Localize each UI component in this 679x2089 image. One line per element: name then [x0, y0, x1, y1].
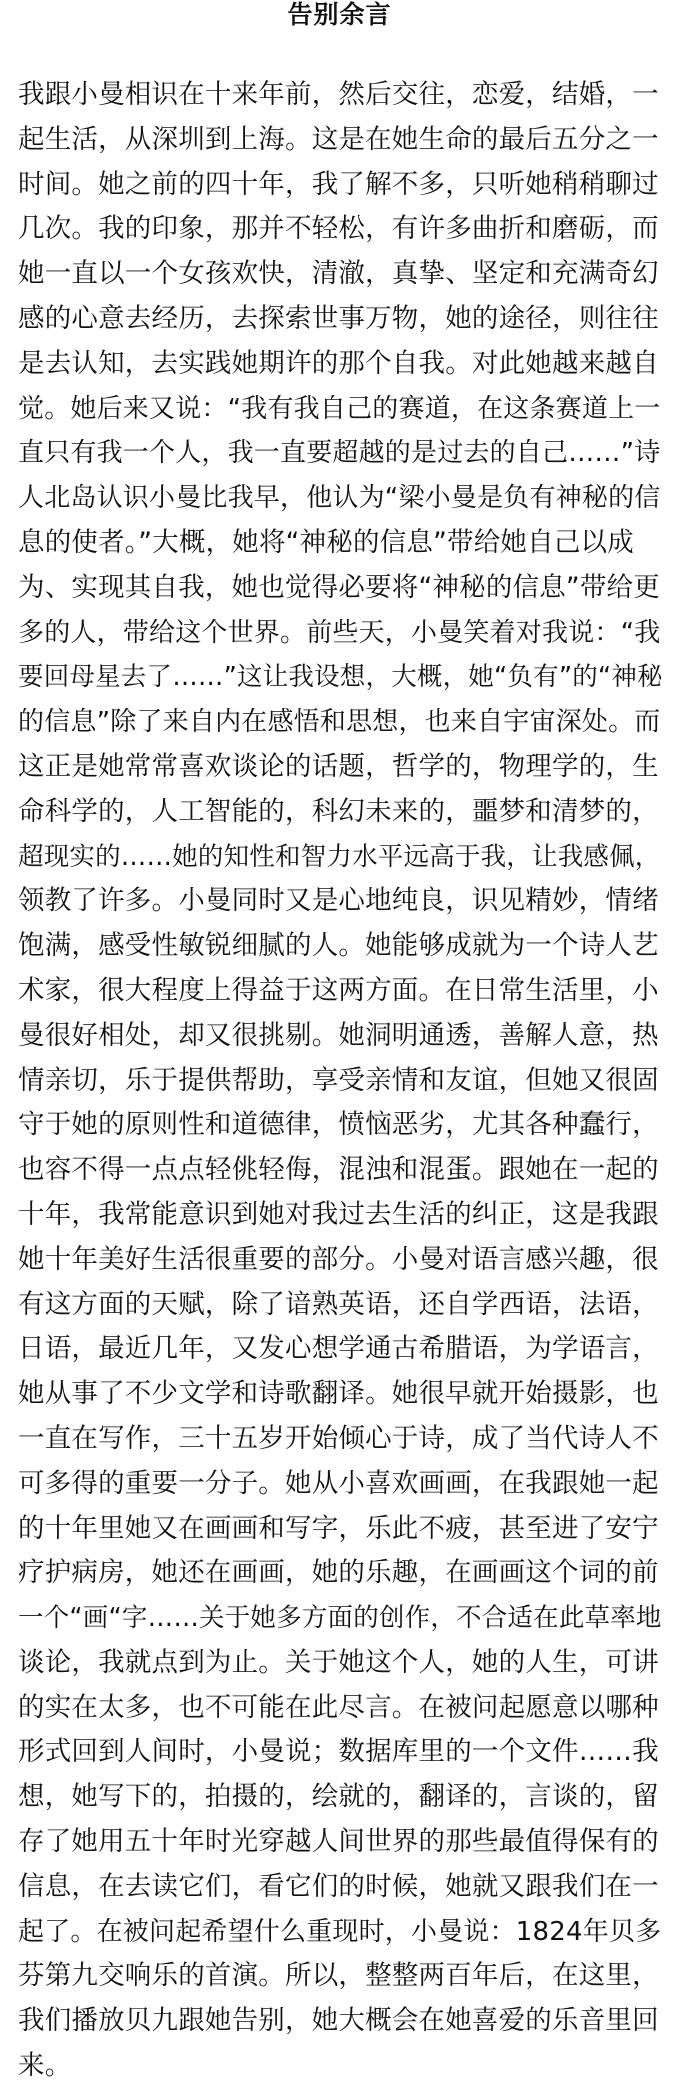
paragraph-line: 起生活，从深圳到上海。这是在她生命的最后五分之一 — [18, 123, 659, 155]
document-title: 告别余言 — [287, 0, 392, 29]
paragraph-line: 十年，我常能意识到她对我过去生活的纠正，这是我跟 — [18, 1198, 659, 1230]
paragraph-line: 术家，很大程度上得益于这两方面。在日常生活里，小 — [18, 974, 659, 1006]
paragraph-line: 有这方面的天赋，除了谙熟英语，还自学西语，法语， — [18, 1288, 659, 1320]
paragraph-line: 来。 — [18, 2050, 72, 2082]
paragraph-line: 我们播放贝九跟她告别，她大概会在她喜爱的乐音里回 — [18, 2005, 659, 2037]
paragraph-line: 饱满，感受性敏锐细腻的人。她能够成就为一个诗人艺 — [18, 930, 659, 962]
paragraph-line: 信息，在去读它们，看它们的时候，她就又跟我们在一 — [18, 1870, 659, 1902]
paragraph-line: 这正是她常常喜欢谈论的话题，哲学的，物理学的，生 — [18, 750, 659, 782]
paragraph-line: 多的人，带给这个世界。前些天，小曼笑着对我说：“我 — [18, 617, 661, 648]
paragraph-line: 芬第九交响乐的首演。所以，整整两百年后，在这里， — [18, 1960, 659, 1992]
document-body — [18, 73, 668, 2089]
paragraph-line: 她十年美好生活很重要的部分。小曼对语言感兴趣，很 — [18, 1243, 659, 1275]
paragraph-line: 形式回到人间时，小曼说；数据库里的一个文件……我 — [18, 1736, 659, 1768]
paragraph-line: 想，她写下的，拍摄的，绘就的，翻译的，言谈的，留 — [18, 1781, 659, 1813]
paragraph-line: 一直在写作，三十五岁开始倾心于诗，成了当代诗人不 — [18, 1422, 659, 1454]
paragraph-line: 的实在太多，也不可能在此尽言。在被问起愿意以哪种 — [18, 1691, 659, 1723]
paragraph-line: 要回母星去了……”这让我设想，大概，她“负有”的“神秘 — [18, 662, 663, 693]
paragraph-line: 守于她的原则性和道德律，愤恼恶劣，尤其各种蠢行， — [18, 1109, 659, 1141]
paragraph-line: 的十年里她又在画画和写字，乐此不疲，甚至进了安宁 — [18, 1512, 659, 1544]
paragraph-line: 日语，最近几年，又发心想学通古希腊语，为学语言， — [18, 1333, 659, 1365]
paragraph-line: 她从事了不少文学和诗歌翻译。她很早就开始摄影，也 — [18, 1378, 659, 1410]
paragraph-line: 也容不得一点点轻佻轻侮，混浊和混蛋。跟她在一起的 — [18, 1154, 659, 1186]
paragraph-line: 我跟小曼相识在十来年前，然后交往，恋爱，结婚，一 — [18, 79, 659, 110]
paragraph-line: 息的使者。”大概，她将“神秘的信息”带给她自己以成 — [18, 526, 634, 558]
paragraph-line: 曼很好相处，却又很挑剔。她洞明通透，善解人意，热 — [18, 1019, 659, 1051]
paragraph-line: 起了。在被问起希望什么重现时，小曼说：1824年贝多 — [18, 1916, 662, 1947]
paragraph-line: 她一直以一个女孩欢快，清澈，真挚、坚定和充满奇幻 — [18, 258, 659, 290]
paragraph-line: 是去认知，去实践她期许的那个自我。对此她越来越自 — [18, 347, 659, 379]
paragraph-line: 几次。我的印象，那并不轻松，有许多曲折和磨砺，而 — [18, 213, 659, 245]
paragraph-line: 超现实的……她的知性和智力水平远高于我，让我感佩， — [18, 841, 661, 872]
paragraph-line: 命科学的，人工智能的，科幻未来的，噩梦和清梦的， — [18, 795, 659, 827]
paragraph-line: 觉。她后来又说：“我有我自己的赛道，在这条赛道上一 — [18, 393, 661, 424]
paragraph-line: 存了她用五十年时光穿越人间世界的那些最值得保有的 — [18, 1826, 659, 1858]
paragraph-line: 领教了许多。小曼同时又是心地纯良，识见精妙，情绪 — [18, 885, 659, 917]
paragraph-line: 的信息”除了来自内在感悟和思想，也来自宇宙深处。而 — [18, 707, 661, 738]
paragraph-line: 人北岛认识小曼比我早，他认为“梁小曼是负有神秘的信 — [18, 483, 661, 514]
paragraph-line: 为、实现其自我，她也觉得必要将“神秘的信息”带给更 — [18, 571, 660, 603]
paragraph-line: 一个“画“字……关于她多方面的创作，不合适在此草率地 — [18, 1603, 662, 1634]
paragraph-line: 时间。她之前的四十年，我了解不多，只听她稍稍聊过 — [18, 168, 659, 200]
paragraph-line: 谈论，我就点到为止。关于她这个人，她的人生，可讲 — [18, 1646, 659, 1678]
paragraph-line: 可多得的重要一分子。她从小喜欢画画，在我跟她一起 — [18, 1467, 659, 1499]
paragraph-line: 情亲切，乐于提供帮助，享受亲情和友谊，但她又很固 — [18, 1064, 659, 1096]
paragraph-line: 直只有我一个人，我一直要超越的是过去的自己……”诗 — [18, 438, 661, 469]
paragraph-line: 感的心意去经历，去探索世事万物，她的途径，则往往 — [18, 302, 659, 334]
paragraph-line: 疗护病房，她还在画画，她的乐趣，在画画这个词的前 — [18, 1557, 659, 1589]
